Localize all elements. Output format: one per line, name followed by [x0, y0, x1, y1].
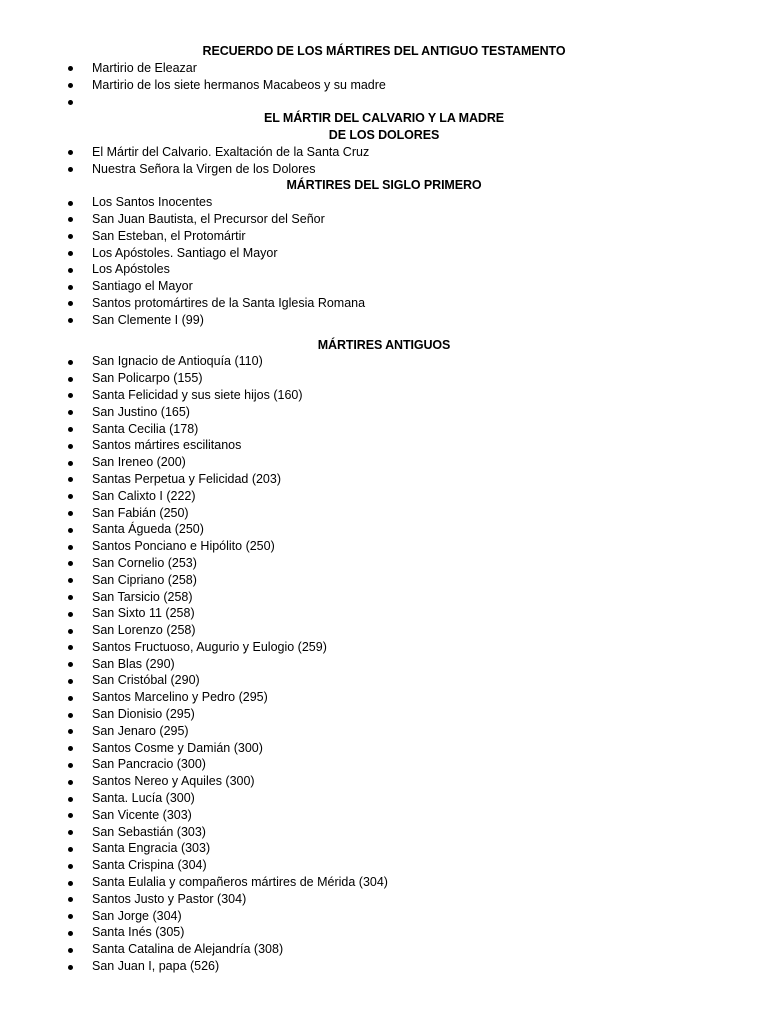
list-item [0, 521, 768, 538]
list-item [0, 824, 768, 841]
list-item [0, 958, 768, 975]
list-item [0, 161, 768, 178]
list-item [0, 278, 768, 295]
bullet-icon [68, 780, 73, 785]
list-item-text: Los Apóstoles [92, 262, 170, 277]
list-item-text: San Cornelio (253) [92, 555, 197, 570]
list-item-text: Santa Eulalia y compañeros mártires de Mérida (304) [92, 875, 388, 890]
bullet-icon [68, 268, 73, 273]
list-item-text: San Jenaro (295) [92, 723, 189, 738]
list-item [0, 312, 768, 329]
section-heading: MÁRTIRES DEL SIGLO PRIMERO [286, 178, 482, 193]
list-item-text: San Policarpo (155) [92, 371, 203, 386]
bullet-icon [68, 511, 73, 516]
bullet-icon [68, 100, 73, 105]
bullet-icon [68, 393, 73, 398]
list-item [0, 891, 768, 908]
list-item-text: San Jorge (304) [92, 908, 182, 923]
section [0, 43, 768, 110]
list-item-text: San Juan Bautista, el Precursor del Señor [92, 211, 325, 226]
list-item-text: San Calixto I (222) [92, 488, 196, 503]
list-item-text: San Blas (290) [92, 656, 175, 671]
bullet-icon [68, 528, 73, 533]
list-item-text: Santa Felicidad y sus siete hijos (160) [92, 387, 303, 402]
list-item [0, 740, 768, 757]
list-item [0, 353, 768, 370]
document-page [0, 43, 768, 975]
list-item [0, 874, 768, 891]
list-item-text: Santa. Lucía (300) [92, 791, 195, 806]
list-item-text: Los Santos Inocentes [92, 195, 213, 210]
section-heading: MÁRTIRES ANTIGUOS [317, 337, 451, 352]
list-item [0, 723, 768, 740]
list-item [0, 295, 768, 312]
list-item-text: Santiago el Mayor [92, 279, 193, 294]
list-item-text: Nuestra Señora la Virgen de los Dolores [92, 161, 316, 176]
bullet-icon [68, 830, 73, 835]
bullet-icon [68, 377, 73, 382]
section-heading: EL MÁRTIR DEL CALVARIO Y LA MADRE [264, 111, 504, 126]
list-item [0, 60, 768, 77]
list-item [0, 589, 768, 606]
list-item-text: Santos Nereo y Aquiles (300) [92, 774, 255, 789]
bullet-icon [68, 629, 73, 634]
bullet-icon [68, 251, 73, 256]
list-item-text: San Justino (165) [92, 404, 190, 419]
bullet-icon [68, 645, 73, 650]
section-heading: RECUERDO DE LOS MÁRTIRES DEL ANTIGUO TESTAMENTO [202, 44, 566, 58]
list-item-text: San Pancracio (300) [92, 757, 206, 772]
list-item [0, 555, 768, 572]
bullet-icon [68, 167, 73, 172]
bullet-icon [68, 914, 73, 919]
list-item-text: San Ignacio de Antioquía (110) [92, 354, 263, 369]
list-item [0, 404, 768, 421]
list-item [0, 538, 768, 555]
bullet-icon [68, 931, 73, 936]
list-item-text: San Cristóbal (290) [92, 673, 200, 688]
bullet-icon [68, 410, 73, 415]
list-item-text: Santa Crispina (304) [92, 858, 207, 873]
bullet-icon [68, 318, 73, 323]
list-item [0, 144, 768, 161]
bullet-icon [68, 444, 73, 449]
list-item [0, 387, 768, 404]
list-item-text: Santos protomártires de la Santa Iglesia Romana [92, 295, 366, 310]
list-item-text: Los Apóstoles. Santiago el Mayor [92, 245, 278, 260]
bullet-icon [68, 713, 73, 718]
list-item [0, 77, 768, 94]
list-item [0, 93, 768, 110]
bullet-icon [68, 217, 73, 222]
bullet-icon [68, 561, 73, 566]
list-item [0, 622, 768, 639]
list-item [0, 941, 768, 958]
list-item-text: San Clemente I (99) [92, 312, 204, 327]
bullet-icon [68, 578, 73, 583]
list-item [0, 572, 768, 589]
list-item-text: Santa Engracia (303) [92, 841, 211, 856]
list-item-text: San Sixto 11 (258) [92, 606, 195, 621]
bullet-icon [68, 66, 73, 71]
bullet-icon [68, 696, 73, 701]
list-item-text: San Juan I, papa (526) [92, 959, 220, 974]
bullet-icon [68, 427, 73, 432]
list-item [0, 689, 768, 706]
list-item [0, 245, 768, 262]
bullet-icon [68, 965, 73, 970]
list-item-text: Santos Marcelino y Pedro (295) [92, 690, 268, 705]
list-item-text: San Lorenzo (258) [92, 623, 196, 638]
list-item-text: Santa Inés (305) [92, 925, 185, 940]
list-item [0, 471, 768, 488]
list-item [0, 756, 768, 773]
list-item-text: Santos Cosme y Damián (300) [92, 740, 263, 755]
bullet-icon [68, 763, 73, 768]
section [0, 110, 768, 177]
list-item [0, 211, 768, 228]
list-item-text: San Cipriano (258) [92, 572, 197, 587]
list-item [0, 370, 768, 387]
list-item [0, 605, 768, 622]
list-item [0, 437, 768, 454]
bullet-icon [68, 881, 73, 886]
list-item-text: Martirio de los siete hermanos Macabeos y su madre [92, 77, 386, 92]
list-item [0, 228, 768, 245]
list-item-text: El Mártir del Calvario. Exaltación de la Santa Cruz [92, 144, 370, 159]
list-item-text: San Ireneo (200) [92, 455, 186, 470]
list-item-text: Santos Fructuoso, Augurio y Eulogio (259) [92, 639, 327, 654]
list-item [0, 656, 768, 673]
bullet-icon [68, 83, 73, 88]
list-item-text: San Tarsicio (258) [92, 589, 193, 604]
bullet-icon [68, 797, 73, 802]
bullet-icon [68, 746, 73, 751]
list-item [0, 840, 768, 857]
list-item [0, 505, 768, 522]
section [0, 177, 768, 336]
bullet-icon [68, 864, 73, 869]
list-item-text: San Vicente (303) [92, 807, 192, 822]
bullet-icon [68, 477, 73, 482]
list-item [0, 924, 768, 941]
section [0, 337, 768, 975]
bullet-icon [68, 847, 73, 852]
list-item [0, 261, 768, 278]
list-item-text: Santa Águeda (250) [92, 522, 204, 537]
bullet-icon [68, 301, 73, 306]
list-item [0, 194, 768, 211]
bullet-icon [68, 285, 73, 290]
list-item [0, 421, 768, 438]
list-item-text: Santa Catalina de Alejandría (308) [92, 942, 284, 957]
list-item-text: Santos mártires escilitanos [92, 438, 242, 453]
section-heading: DE LOS DOLORES [328, 127, 440, 142]
bullet-icon [68, 545, 73, 550]
list-item [0, 639, 768, 656]
list-item [0, 706, 768, 723]
list-item-text: San Sebastián (303) [92, 824, 206, 839]
bullet-icon [68, 234, 73, 239]
section-spacer [0, 329, 768, 337]
list-item-text: San Fabián (250) [92, 505, 189, 520]
list-item-text: Santos Justo y Pastor (304) [92, 891, 247, 906]
list-item-text: San Esteban, el Protomártir [92, 228, 246, 243]
list-item [0, 807, 768, 824]
list-item-text: Santa Cecilia (178) [92, 421, 199, 436]
list-item [0, 908, 768, 925]
bullet-icon [68, 150, 73, 155]
bullet-icon [68, 813, 73, 818]
bullet-icon [68, 948, 73, 953]
bullet-icon [68, 201, 73, 206]
bullet-icon [68, 461, 73, 466]
bullet-icon [68, 679, 73, 684]
bullet-icon [68, 595, 73, 600]
list-item [0, 790, 768, 807]
list-item [0, 454, 768, 471]
list-item [0, 488, 768, 505]
list-item [0, 773, 768, 790]
list-item-text: San Dionisio (295) [92, 707, 195, 722]
bullet-icon [68, 897, 73, 902]
list-item-text: Santas Perpetua y Felicidad (203) [92, 471, 281, 486]
bullet-icon [68, 612, 73, 617]
list-item [0, 672, 768, 689]
list-item-text: Martirio de Eleazar [92, 60, 197, 75]
bullet-icon [68, 729, 73, 734]
bullet-icon [68, 360, 73, 365]
list-item-text: Santos Ponciano e Hipólito (250) [92, 539, 275, 554]
list-item [0, 857, 768, 874]
bullet-icon [68, 494, 73, 499]
bullet-icon [68, 662, 73, 667]
